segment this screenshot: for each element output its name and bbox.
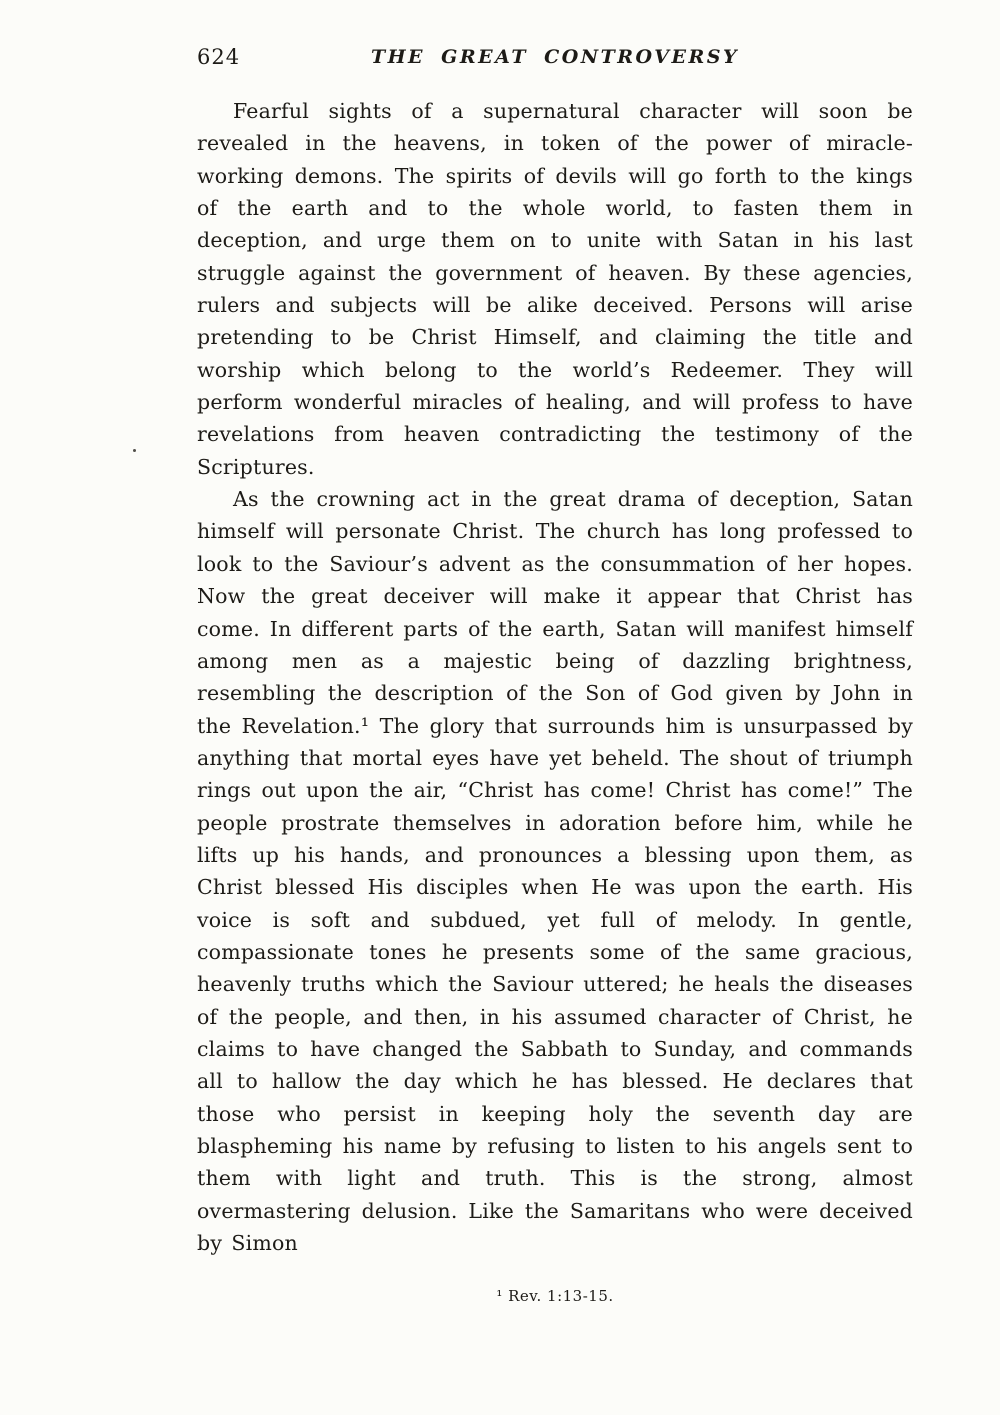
running-title: THE GREAT CONTROVERSY bbox=[370, 46, 740, 68]
paragraph: As the crowning act in the great drama of deception, Satan himself will personate Christ. The church has long professed to look to the Saviour’s advent as the consummation of her hopes. Now the great deceiver will make it appear that Christ has come. In different parts of the earth, Satan will manifest himself among men as a majestic being of dazzling brightness, resembling the description of the Son of God given by John in the Revelation.¹ The glory that surrounds him is unsurpassed by anything that mortal eyes have yet beheld. The shout of triumph rings out upon the air, “Christ has come! Christ has come!” The people prostrate themselves in adoration before him, while he lifts up his hands, and pronounces a blessing upon them, as Christ blessed His disciples when He was upon the earth. His voice is soft and subdued, yet full of melody. In gentle, compassionate tones he presents some of the same gracious, heavenly truths which the Saviour uttered; he heals the diseases of the people, and then, in his assumed character of Christ, he claims to have changed the Sabbath to Sunday, and commands all to hallow the day which he has blessed. He declares that those who persist in keeping holy the seventh day are blaspheming his name by refusing to listen to his angels sent to them with light and truth. This is the strong, almost overmastering delusion. Like the Samaritans who were deceived by Simon bbox=[197, 487, 913, 1256]
body-text bbox=[197, 95, 913, 1259]
paragraph: Fearful sights of a supernatural character will soon be revealed in the heavens, in token of the power of miracle-working demons. The spirits of devils will go forth to the kings of the earth and to the whole world, to fasten them in deception, and urge them on to unite with Satan in his last struggle against the government of heaven. By these agencies, rulers and subjects will be alike deceived. Persons will arise pretending to be Christ Himself, and claiming the title and worship which belong to the world’s Redeemer. They will perform wonderful miracles of healing, and will profess to have revelations from heaven contradicting the testimony of the Scriptures. bbox=[197, 99, 913, 479]
scan-artifact-dot bbox=[133, 449, 136, 452]
page-number: 624 bbox=[197, 45, 241, 69]
page-header bbox=[197, 44, 913, 74]
footnote: ¹ Rev. 1:13-15. bbox=[496, 1287, 614, 1305]
